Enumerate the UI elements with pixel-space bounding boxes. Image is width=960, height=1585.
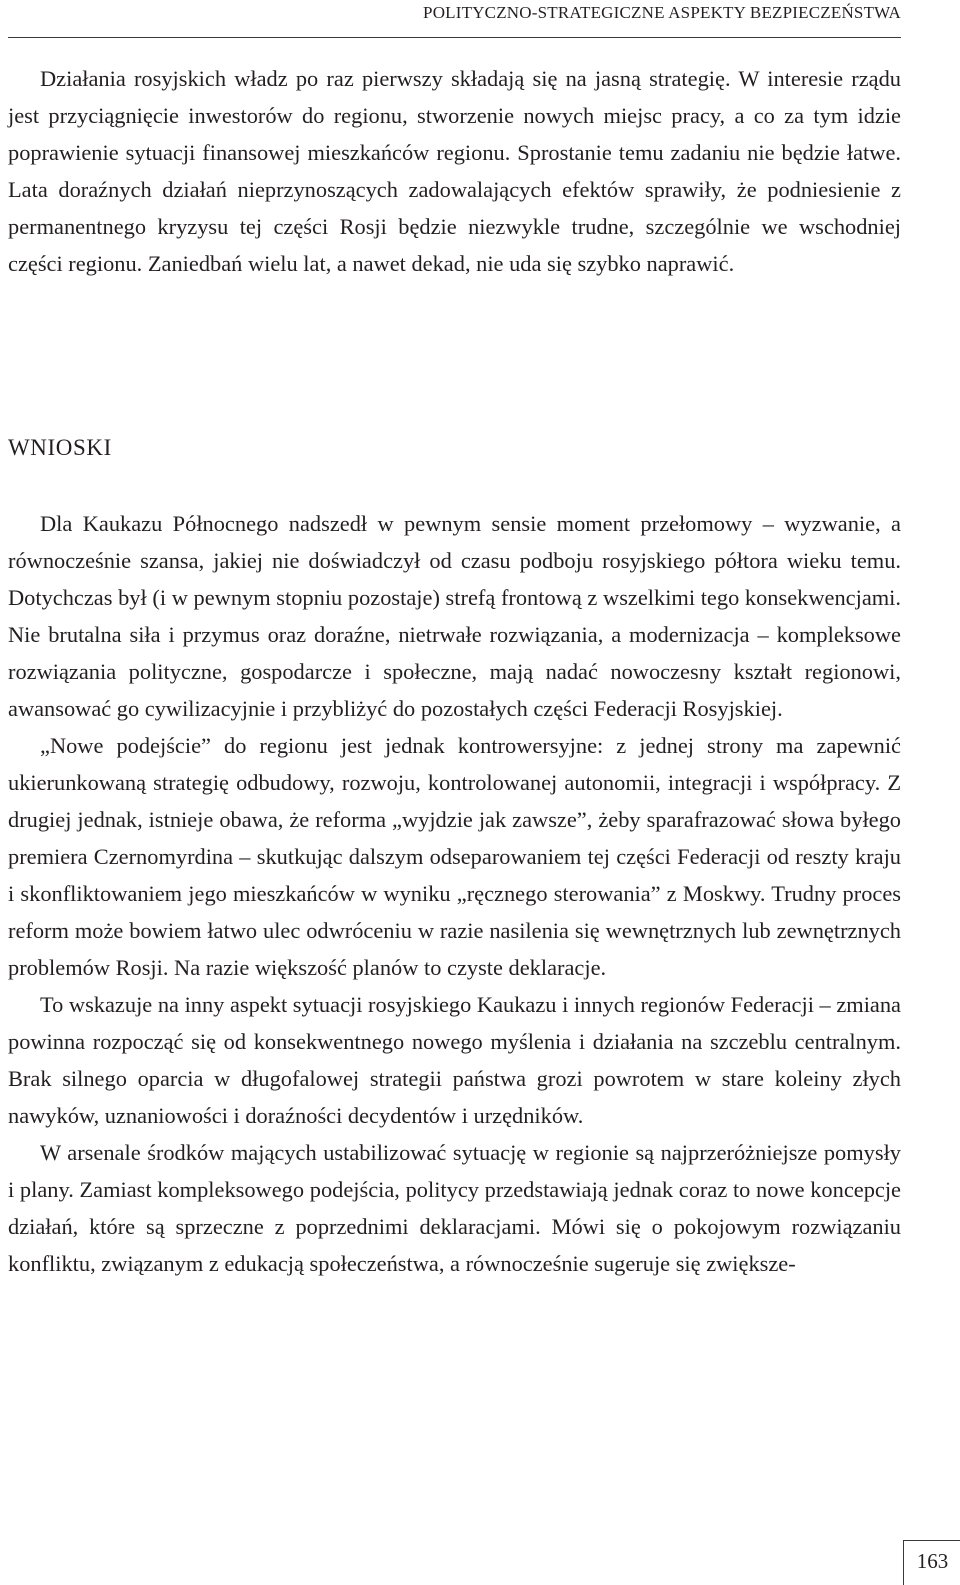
running-head — [8, 0, 901, 38]
body-paragraph: To wskazuje na inny aspekt sytuacji rosyjskiego Kaukazu i innych regionów Federacji – zmiana powinna rozpocząć się od konsekwentnego nowego myślenia i działania na szczeblu centralnym. Brak silnego oparcia w długofalowej strategii państwa grozi powrotem w stare koleiny złych nawyków, uznaniowości i doraźności decydentów i urzędników. — [8, 992, 901, 1128]
body-paragraph: W arsenale środków mających ustabilizować sytuację w regionie są najprzeróżniejsze pomysły i plany. Zamiast kompleksowego podejścia, politycy przedstawiają jednak coraz to nowe koncepcje działań, które są sprzeczne z poprzednimi deklaracjami. Mówi się o pokojowym rozwiązaniu konfliktu, związanym z edukacją społeczeństwa, a równocześnie sugeruje się zwiększe- — [8, 1140, 901, 1276]
body-paragraph: Działania rosyjskich władz po raz pierwszy składają się na jasną strategię. W interesie rządu jest przyciągnięcie inwestorów do regionu, stworzenie nowych miejsc pracy, a co za tym idzie poprawienie sytuacji finansowej mieszkańców regionu. Sprostanie temu zadaniu nie będzie łatwe. Lata doraźnych działań nieprzynoszących zadowalających efektów sprawiły, że podniesienie z permanentnego kryzysu tej części Rosji będzie niezwykle trudne, szczególnie we wschodniej części regionu. Zaniedbań wielu lat, a nawet dekad, nie uda się szybko naprawić. — [8, 66, 901, 276]
intro-text-block — [8, 60, 901, 282]
running-head-title: POLITYCZNO-STRATEGICZNE ASPEKTY BEZPIECZEŃSTWA — [423, 3, 901, 22]
body-paragraph: Dla Kaukazu Północnego nadszedł w pewnym sensie moment przełomowy – wyzwanie, a równocześnie szansa, jakiej nie doświadczył od czasu podboju rosyjskiego półtora wieku temu. Dotychczas był (i w pewnym stopniu pozostaje) strefą frontową z wszelkimi tego konsekwencjami. Nie brutalna siła i przymus oraz doraźne, nietrwałe rozwiązania, a modernizacja – kompleksowe rozwiązania polityczne, gospodarcze i społeczne, mają nadać nowoczesny kształt regionowi, awansować go cywilizacyjnie i przybliżyć do pozostałych części Federacji Rosyjskiej. — [8, 511, 901, 721]
section-heading: WNIOSKI — [8, 435, 112, 460]
body-paragraph: „Nowe podejście” do regionu jest jednak kontrowersyjne: z jednej strony ma zapewnić ukierunkowaną strategię odbudowy, rozwoju, kontrolowanej autonomii, integracji i współpracy. Z drugiej jednak, istnieje obawa, że reforma „wyjdzie jak zawsze”, żeby sparafrazować słowa byłego premiera Czernomyrdina – skutkując dalszym odseparowaniem tej części Federacji od reszty kraju i skonfliktowaniem jego mieszkańców w wyniku „ręcznego sterowania” z Moskwy. Trudny proces reform może bowiem łatwo ulec odwróceniu w razie nasilenia się wewnętrznych lub zewnętrznych problemów Rosji. Na razie większość planów to czyste deklaracje. — [8, 733, 901, 980]
page-number: 163 — [903, 1540, 960, 1585]
conclusions-text-block — [8, 505, 901, 1282]
